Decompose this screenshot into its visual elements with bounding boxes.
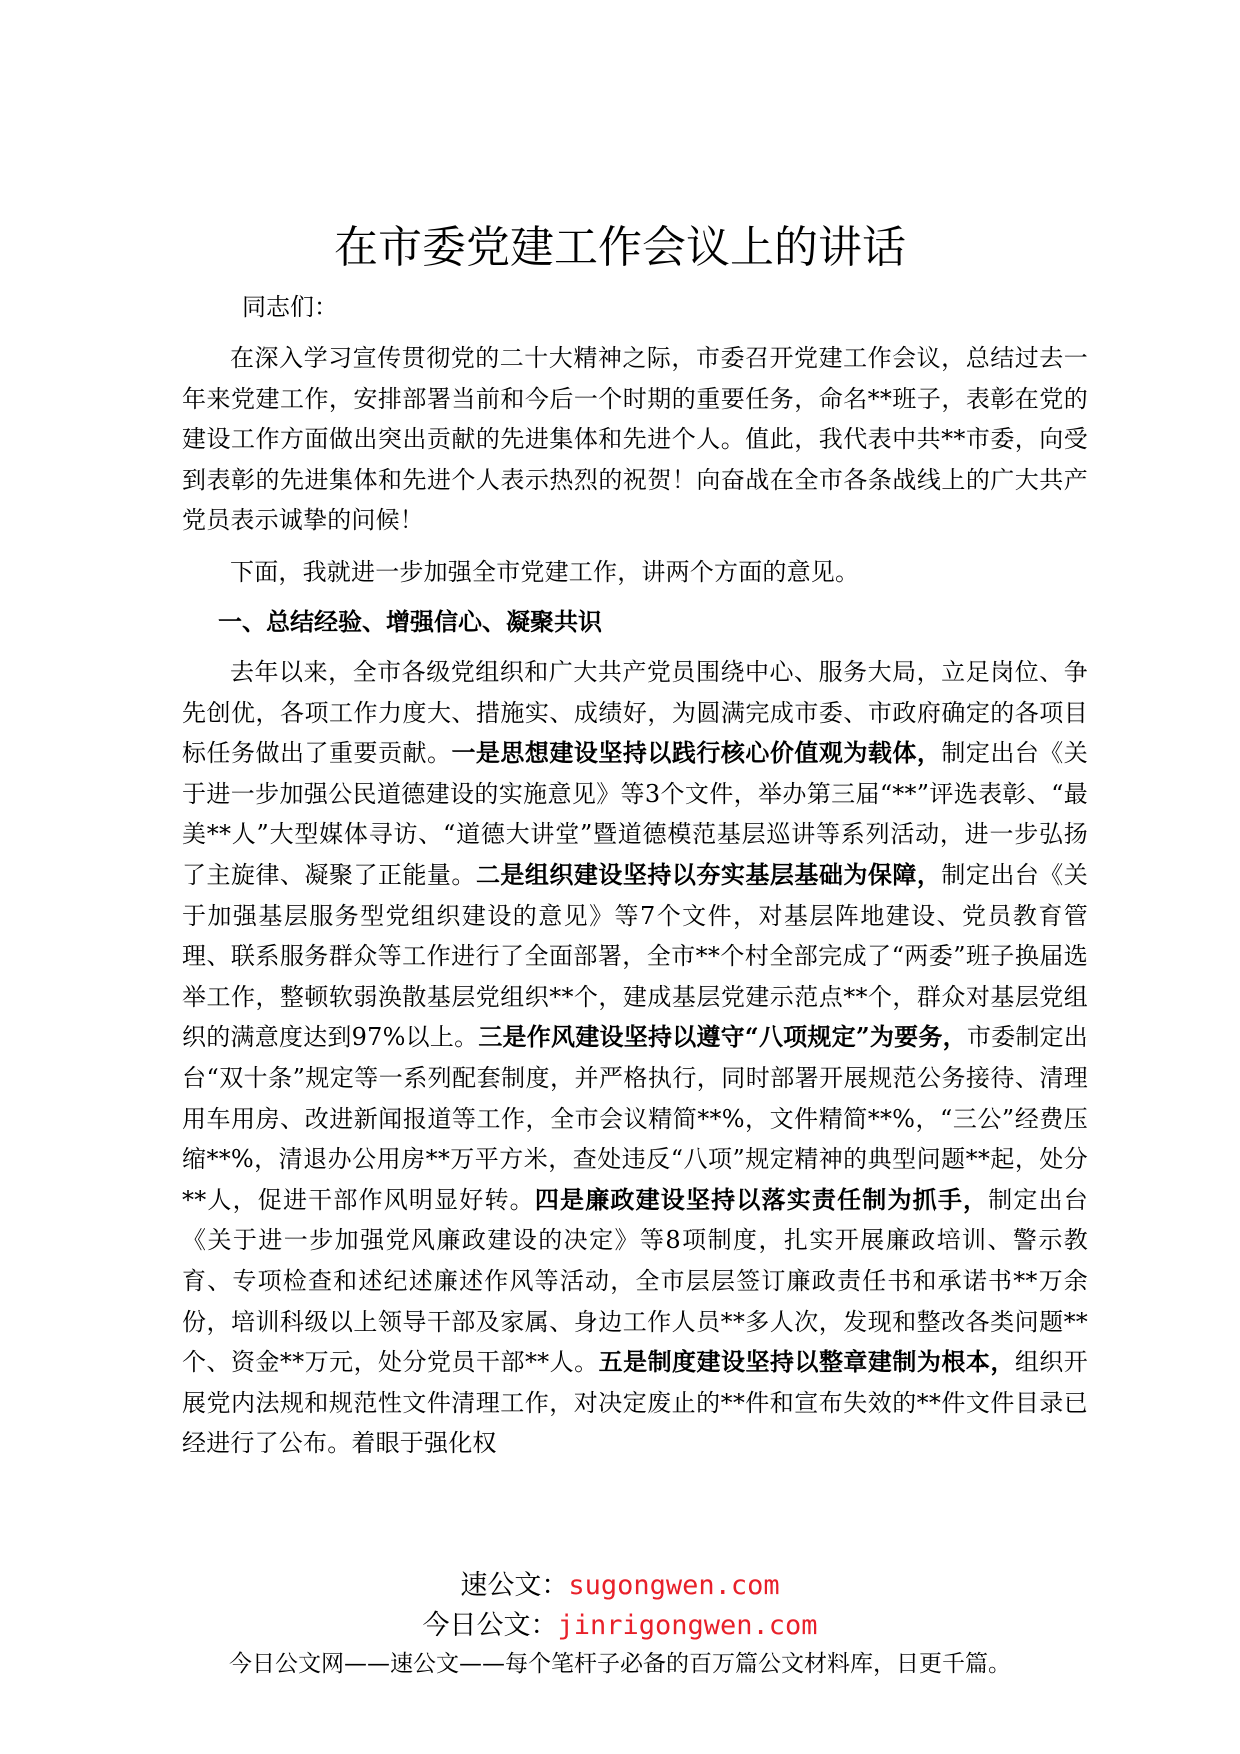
point-2-title: 二是组织建设坚持以夯实基层基础为保障， <box>475 859 942 889</box>
point-5-title: 五是制度建设坚持以整章建制为根本， <box>598 1347 1015 1377</box>
footer-link-sugongwen[interactable]: sugongwen.com <box>568 1570 780 1601</box>
footer-tagline: 今日公文网——速公文——每个笔杆子必备的百万篇公文材料库，日更千篇。 <box>229 1651 1011 1677</box>
paragraph-3-intro: 去年以来，全市各级党组织和广大共产党员围绕中心、服务大局，立足岗位、争先创优，各项工作力度大、措施实、成绩好，为圆满完成市委、市政府确定的各项目标任务做出了重要贡献。 <box>182 658 1088 768</box>
point-4-title: 四是廉政建设坚持以落实责任制为抓手， <box>534 1184 989 1214</box>
paragraph-3 <box>182 652 1088 1464</box>
point-2-text: 制定出台《关于加强基层服务型党组织建设的意见》等7个文件，对基层阵地建设、党员教育管理、联系服务群众等工作进行了全面部署，全市**个村全部完成了“两委”班子换届选举工作，整顿软弱涣散基层党组织**个，建成基层党建示范点**个，群众对基层党组织的满意度达到97%以上。 <box>182 860 1088 1052</box>
point-5-text: 组织开展党内法规和规范性文件清理工作，对决定废止的**件和宣布失效的**件文件目录已经进行了公布。着眼于强化权 <box>182 1348 1088 1458</box>
section-heading-1: 一、总结经验、增强信心、凝聚共识 <box>218 608 602 636</box>
footer-label-2: 今日公文： <box>422 1610 558 1641</box>
salutation: 同志们： <box>242 293 338 321</box>
footer-line-1 <box>0 1568 1240 1604</box>
point-1-title: 一是思想建设坚持以践行核心价值观为载体， <box>451 738 942 768</box>
point-3-title: 三是作风建设坚持以遵守“八项规定”为要务， <box>478 1022 967 1052</box>
footer-link-jinrigongwen[interactable]: jinrigongwen.com <box>557 1610 818 1641</box>
document-title: 在市委党建工作会议上的讲话 <box>334 222 906 273</box>
point-3-text: 市委制定出台“双十条”规定等一系列配套制度，并严格执行，同时部署开展规范公务接待、清理用车用房、改进新闻报道等工作，全市会议精简**%，文件精简**%，“三公”经费压缩**%，清退办公用房**万平方米，查处违反“八项”规定精神的典型问题**起，处分**人，促进干部作风明显好转。 <box>182 1023 1088 1214</box>
footer-label-1: 速公文： <box>460 1570 569 1601</box>
paragraph-2: 下面，我就进一步加强全市党建工作，讲两个方面的意见。 <box>230 558 860 586</box>
point-1-text: 制定出台《关于进一步加强公民道德建设的实施意见》等3个文件，举办第三届“**”评选表彰、“最美**人”大型媒体寻访、“道德大讲堂”暨道德模范基层巡讲等系列活动，进一步弘扬了主旋律、凝聚了正能量。 <box>182 739 1088 889</box>
point-4-text: 制定出台《关于进一步加强党风廉政建设的决定》等8项制度，扎实开展廉政培训、警示教育、专项检查和述纪述廉述作风等活动，全市层层签订廉政责任书和承诺书**万余份，培训科级以上领导干部及家属、身边工作人员**多人次，发现和整改各类问题**个、资金**万元，处分党员干部**人。 <box>182 1185 1088 1377</box>
paragraph-1: 在深入学习宣传贯彻党的二十大精神之际，市委召开党建工作会议，总结过去一年来党建工作，安排部署当前和今后一个时期的重要任务，命名**班子，表彰在党的建设工作方面做出突出贡献的先进集体和先进个人。值此，我代表中共**市委，向受到表彰的先进集体和先进个人表示热烈的祝贺！向奋战在全市各条战线上的广大共产党员表示诚挚的问候！ <box>182 344 1088 535</box>
footer-line-2 <box>0 1608 1240 1644</box>
